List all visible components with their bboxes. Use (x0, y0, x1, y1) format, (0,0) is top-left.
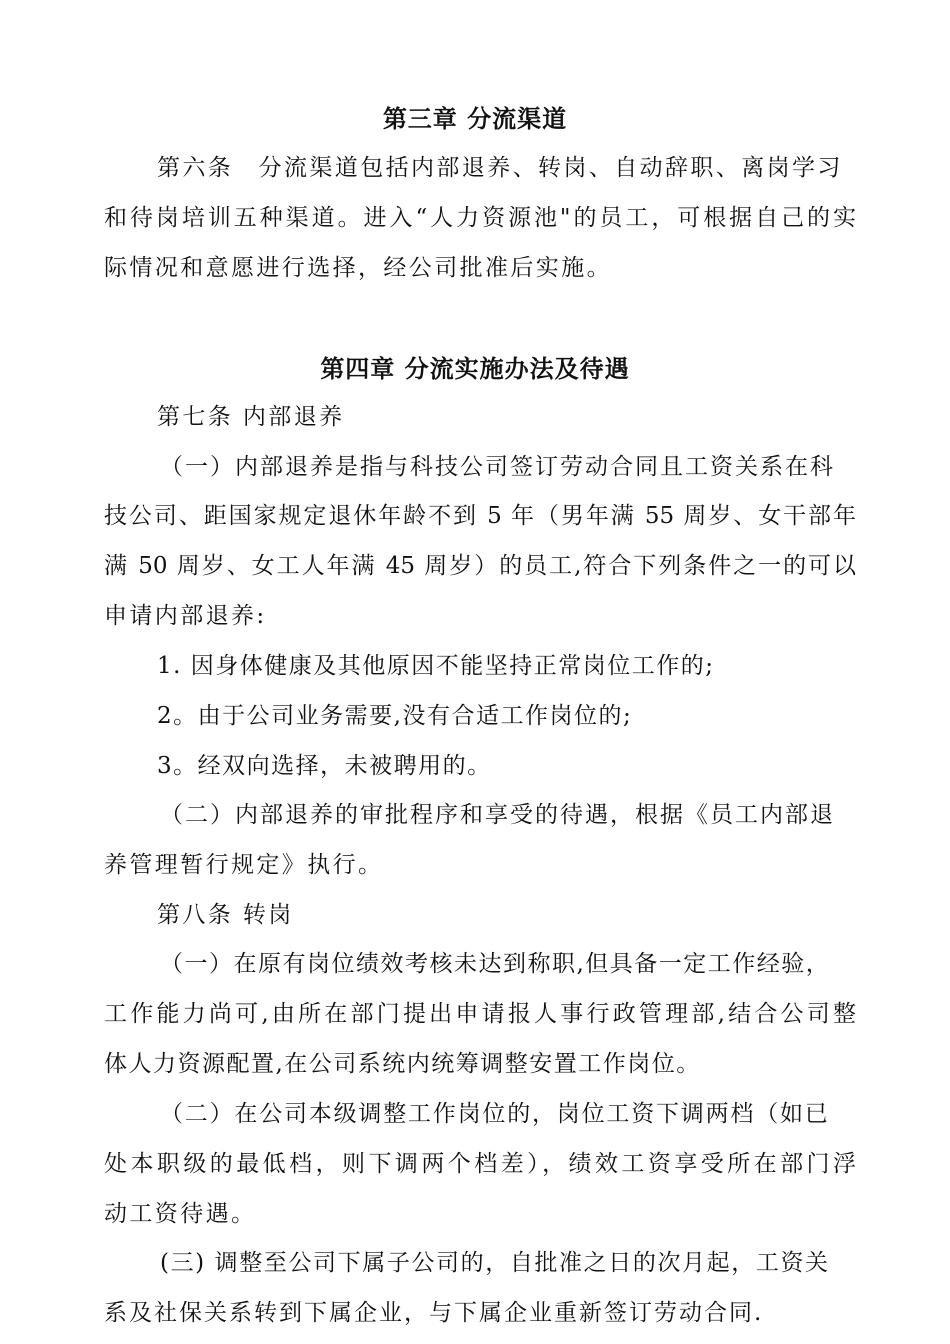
article-6-line-2: 和待岗培训五种渠道。进入“人力资源池"的员工，可根据自己的实 (104, 205, 856, 231)
article-7-para-1-line-1: （一）内部退养是指与科技公司签订劳动合同且工资关系在科 (160, 454, 835, 480)
article-8-para-3-line-2: 系及社保关系转到下属企业，与下属企业重新签订劳动合同. (104, 1300, 764, 1326)
article-8-para-2-line-3: 动工资待遇。 (104, 1201, 257, 1227)
article-8-para-2-line-1: （二）在公司本级调整工作岗位的，岗位工资下调两档（如已 (160, 1101, 830, 1127)
article-8-para-2-line-2: 处本职级的最低档，则下调两个档差），绩效工资享受所在部门浮 (104, 1151, 856, 1177)
chapter-4-title: 第四章 分流实施办法及待遇 (320, 354, 630, 383)
article-7-heading: 第七条 内部退养 (157, 404, 345, 430)
article-6-line-3: 际情况和意愿进行选择，经公司批准后实施。 (104, 255, 612, 281)
article-8-heading: 第八条 转岗 (157, 902, 294, 928)
article-7-para-1-line-3: 满 50 周岁、女工人年满 45 周岁）的员工,符合下列条件之一的可以 (104, 553, 856, 579)
article-8-para-3-line-1: (三) 调整至公司下属子公司的，自批准之日的次月起，工资关 (160, 1250, 830, 1276)
article-8-para-1-line-3: 体人力资源配置,在公司系统内统筹调整安置工作岗位。 (104, 1051, 701, 1077)
article-7-para-2-line-1: （二）内部退养的审批程序和享受的待遇，根据《员工内部退 (160, 802, 835, 828)
article-7-para-1-line-4: 申请内部退养: (104, 603, 267, 629)
article-7-para-2-line-2: 养管理暂行规定》执行。 (104, 852, 384, 878)
article-7-para-1-line-2: 技公司、距国家规定退休年龄不到 5 年（男年满 55 周岁、女干部年 (104, 503, 856, 529)
article-8-para-1-line-1: （一）在原有岗位绩效考核未达到称职,但具备一定工作经验， (160, 951, 831, 977)
article-7-condition-1: 1. 因身体健康及其他原因不能坚持正常岗位工作的; (157, 653, 715, 679)
article-6-line-1: 第六条 分流渠道包括内部退养、转岗、自动辞职、离岗学习 (157, 155, 843, 181)
article-7-condition-3: 3。经双向选择，未被聘用的。 (157, 753, 492, 779)
article-8-para-1-line-2: 工作能力尚可,由所在部门提出申请报人事行政管理部,结合公司整 (104, 1001, 856, 1027)
article-7-condition-2: 2。由于公司业务需要,没有合适工作岗位的; (157, 703, 633, 729)
chapter-3-title: 第三章 分流渠道 (382, 104, 568, 133)
